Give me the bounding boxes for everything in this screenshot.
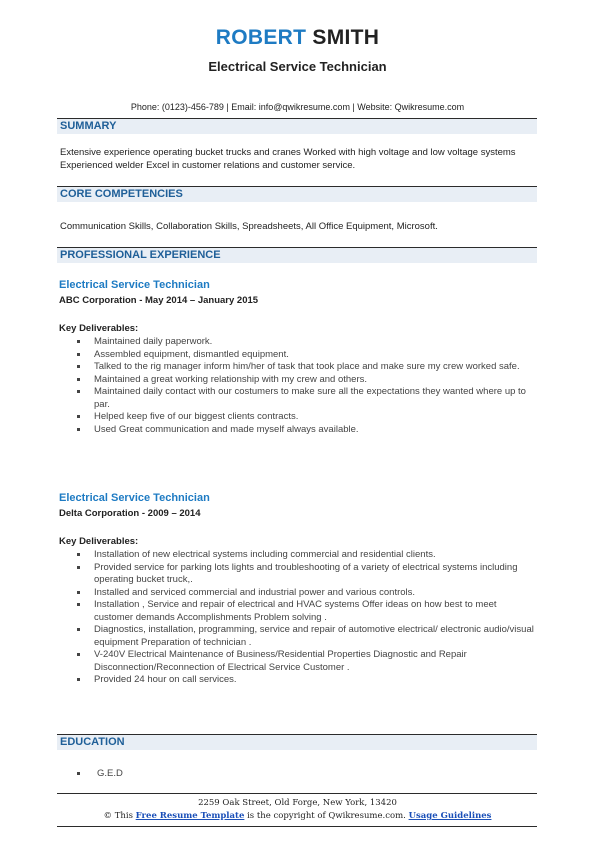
- list-item: Installation , Service and repair of electrical and HVAC systems Offer ideas on how best to meet customer demands Accomplishments Problem solving .: [76, 599, 538, 624]
- competencies-section-header: [57, 186, 537, 202]
- list-item: Diagnostics, installation, programming, service and repair of automotive electrical/ electronic audio/visual equipment Preparation of technician .: [76, 624, 538, 649]
- list-item: V-240V Electrical Maintenance of Business/Residential Properties Diagnostic and Repair Disconnection/Reconnection of Electrical Service Customer .: [76, 649, 538, 674]
- job-1-company: ABC Corporation - May 2014 – January 2015: [59, 295, 259, 306]
- list-item: Provided service for parking lots lights and troubleshooting of a variety of electrical systems including operating bucket truck,.: [76, 562, 538, 587]
- first-name: ROBERT: [215, 26, 307, 49]
- job-2-company: Delta Corporation - 2009 – 2014: [59, 508, 201, 519]
- footer-bottom-divider: [57, 826, 537, 827]
- job-2-deliverables-list: [76, 549, 538, 687]
- list-item: Maintained daily contact with our costumers to make sure all the expectations they wanted where up to par.: [76, 386, 538, 411]
- experience-section-header: [57, 247, 537, 263]
- list-item: Assembled equipment, dismantled equipment.: [76, 349, 538, 362]
- list-item: Maintained daily paperwork.: [76, 336, 538, 349]
- last-name: SMITH: [312, 26, 380, 49]
- list-item: G.E.D: [76, 768, 538, 781]
- candidate-name: [0, 26, 595, 50]
- summary-text: Extensive experience operating bucket trucks and cranes Worked with high voltage and low voltage systems Experienced welder Excel in customer relations and customer service.: [60, 147, 516, 171]
- list-item: Used Great communication and made myself always available.: [76, 424, 538, 437]
- list-item: Helped keep five of our biggest clients contracts.: [76, 411, 538, 424]
- footer-address: 2259 Oak Street, Old Forge, New York, 13420: [198, 798, 397, 808]
- list-item: Installed and serviced commercial and industrial power and various controls.: [76, 587, 538, 600]
- job-1-deliverables-list: [76, 336, 538, 436]
- contact-line: Phone: (0123)-456-789 | Email: info@qwikresume.com | Website: Qwikresume.com: [130, 102, 465, 112]
- list-item: Talked to the rig manager inform him/her of task that took place and make sure my crew worked safe.: [76, 361, 538, 374]
- competencies-text: Communication Skills, Collaboration Skills, Spreadsheets, All Office Equipment, Microsoft.: [60, 221, 438, 232]
- experience-heading: PROFESSIONAL EXPERIENCE: [60, 249, 221, 261]
- education-heading: EDUCATION: [60, 736, 125, 748]
- competencies-heading: CORE COMPETENCIES: [60, 188, 183, 200]
- free-resume-template-link[interactable]: Free Resume Template: [135, 811, 245, 821]
- job-2-deliverables-label: Key Deliverables:: [59, 536, 139, 547]
- usage-guidelines-link[interactable]: Usage Guidelines: [408, 811, 492, 821]
- resume-header: [0, 26, 595, 74]
- list-item: Maintained a great working relationship with my crew and others.: [76, 374, 538, 387]
- candidate-title: Electrical Service Technician: [208, 59, 387, 74]
- copyright-prefix: © This: [103, 811, 133, 821]
- footer-divider: [57, 793, 537, 794]
- job-1-deliverables-label: Key Deliverables:: [59, 323, 139, 334]
- job-1-title: Electrical Service Technician: [59, 279, 210, 291]
- job-2-title: Electrical Service Technician: [59, 492, 210, 504]
- list-item: Installation of new electrical systems including commercial and residential clients.: [76, 549, 538, 562]
- list-item: Provided 24 hour on call services.: [76, 674, 538, 687]
- education-section-header: [57, 734, 537, 750]
- summary-section-header: [57, 118, 537, 134]
- footer-copyright: [0, 811, 595, 821]
- summary-heading: SUMMARY: [60, 120, 117, 132]
- education-list: [76, 768, 538, 781]
- copyright-middle: is the copyright of Qwikresume.com.: [247, 811, 406, 821]
